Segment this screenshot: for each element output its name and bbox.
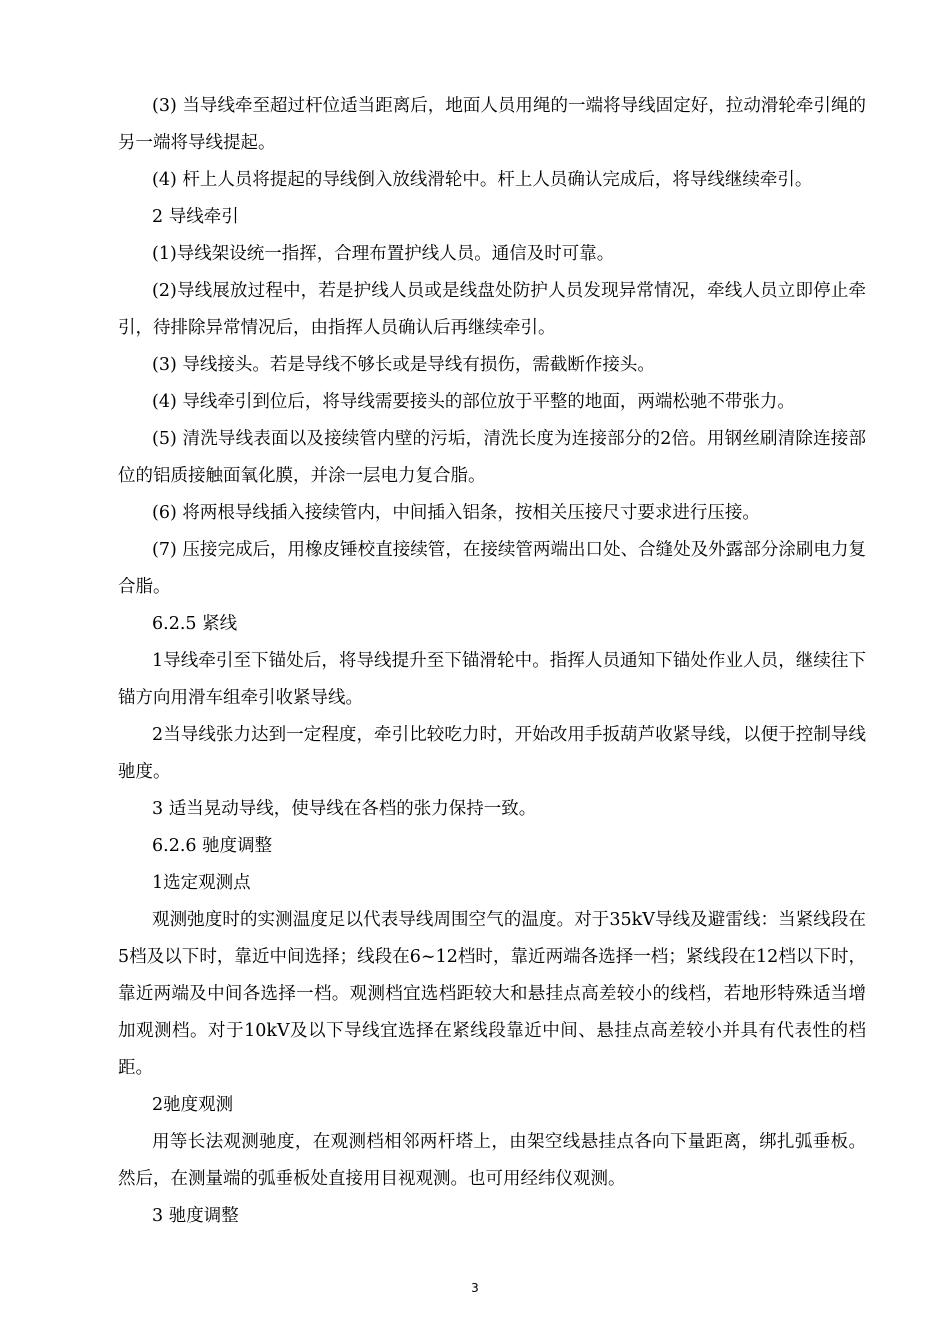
paragraph-pull-6: (6) 将两根导线插入接续管内，中间插入铝条，按相关压接尺寸要求进行压接。 <box>152 503 760 523</box>
paragraph-pull-5: (5) 清洗导线表面以及接续管内壁的污垢，清洗长度为连接部分的2倍。用钢丝刷清除连接部位的铝质接触面氧化膜，并涂一层电力复合脂。 <box>118 429 866 486</box>
paragraph-pull-1: (1)导线架设统一指挥，合理布置护线人员。通信及时可靠。 <box>152 244 615 264</box>
paragraph-step-3-lift: (3) 当导线牵至超过杆位适当距离后，地面人员用绳的一端将导线固定好，拉动滑轮牵引绳的另一端将导线提起。 <box>118 96 866 153</box>
paragraph-pull-3: (3) 导线接头。若是导线不够长或是导线有损伤，需截断作接头。 <box>152 355 655 375</box>
page-number: 3 <box>471 1281 479 1295</box>
paragraph-pull-7: (7) 压接完成后，用橡皮锤校直接续管，在接续管两端出口处、合缝处及外露部分涂刷电力复合脂。 <box>118 540 866 597</box>
section-heading-6-2-6: 6.2.6 驰度调整 <box>152 836 273 856</box>
subheading-sag-adjustment: 3 驰度调整 <box>152 1206 239 1226</box>
paragraph-tension-2: 2当导线张力达到一定程度，牵引比较吃力时，开始改用手扳葫芦收紧导线，以便于控制导线驰度。 <box>118 725 866 782</box>
paragraph-pull-2: (2)导线展放过程中，若是护线人员或是线盘处防护人员发现异常情况，牵线人员立即停止牵引，待排除异常情况后，由指挥人员确认后再继续牵引。 <box>118 281 866 338</box>
subheading-observation-point: 1选定观测点 <box>152 873 251 893</box>
paragraph-step-4-pulley: (4) 杆上人员将提起的导线倒入放线滑轮中。杆上人员确认完成后，将导线继续牵引。 <box>152 170 813 190</box>
section-heading-6-2-5: 6.2.5 紧线 <box>152 614 238 634</box>
paragraph-sag-observation: 用等长法观测驰度，在观测档相邻两杆塔上，由架空线悬挂点各向下量距离，绑扎弧垂板。然后，在测量端的弧垂板处直接用目视观测。也可用经纬仪观测。 <box>118 1132 866 1189</box>
paragraph-pull-4: (4) 导线牵引到位后，将导线需要接头的部位放于平整的地面，两端松驰不带张力。 <box>152 392 795 412</box>
paragraph-tension-1: 1导线牵引至下锚处后，将导线提升至下锚滑轮中。指挥人员通知下锚处作业人员，继续往下锚方向用滑车组牵引收紧导线。 <box>118 651 866 708</box>
paragraph-observation-point: 观测弛度时的实测温度足以代表导线周围空气的温度。对于35kV导线及避雷线：当紧线段在5档及以下时，靠近中间选择；线段在6~12档时，靠近两端各选择一档；紧线段在12档以下时，靠近两端及中间各选择一档。观测档宜选档距较大和悬挂点高差较小的线档，若地形特殊适当增加观测档。对于10kV及以下导线宜选择在紧线段靠近中间、悬挂点高差较小并具有代表性的档距。 <box>118 910 866 1078</box>
paragraph-tension-3: 3 适当晃动导线，使导线在各档的张力保持一致。 <box>152 799 537 819</box>
document-body <box>118 88 866 1235</box>
subheading-sag-observation: 2驰度观测 <box>152 1095 234 1115</box>
section-heading-wire-pulling: 2 导线牵引 <box>152 207 239 227</box>
